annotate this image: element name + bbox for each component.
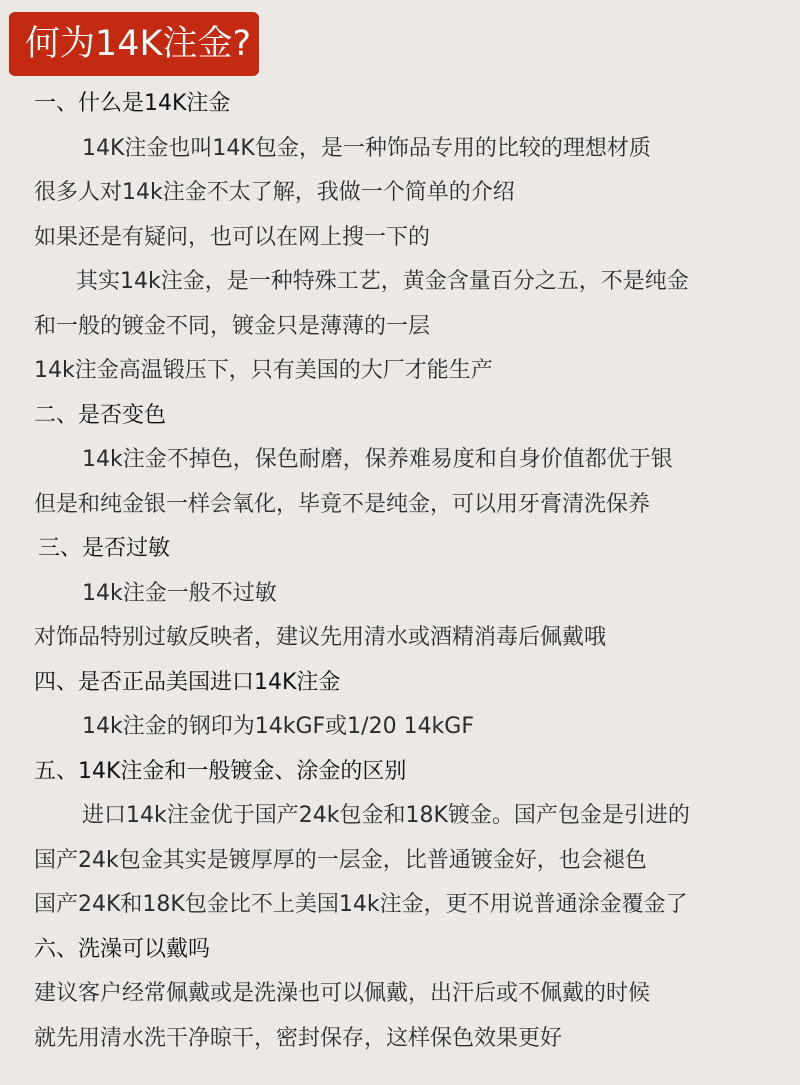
paragraph-line: 其实14k注金，是一种特殊工艺，黄金含量百分之五，不是纯金 [76,269,689,294]
section-heading: 四、是否正品美国进口14K注金 [34,669,341,695]
paragraph-line: 14K注金也叫14K包金，是一种饰品专用的比较的理想材质 [82,135,651,161]
paragraph-line: 和一般的镀金不同，镀金只是薄薄的一层 [34,313,431,339]
section-heading: 六、洗澡可以戴吗 [34,936,211,962]
section-heading: 五、14K注金和一般镀金、涂金的区别 [34,758,407,784]
paragraph-line: 14k注金不掉色，保色耐磨，保养难易度和自身价值都优于银 [82,447,673,472]
paragraph-line: 国产24K和18K包金比不上美国14k注金，更不用说普通涂金覆金了 [34,892,688,917]
paragraph-line: 如果还是有疑问，也可以在网上搜一下的 [34,224,431,250]
paragraph-line: 国产24k包金其实是镀厚厚的一层金，比普通镀金好，也会褪色 [34,847,647,873]
paragraph-line: 14k注金一般不过敏 [82,580,277,606]
paragraph-line: 就先用清水洗干净晾干，密封保存，这样保色效果更好 [34,1025,563,1051]
section-heading: 二、是否变色 [34,402,167,428]
paragraph-line: 但是和纯金银一样会氧化，毕竟不是纯金，可以用牙膏清洗保养 [34,491,651,517]
page-title: 何为14K注金? [9,12,259,76]
paragraph-line: 进口14k注金优于国产24k包金和18K镀金。国产包金是引进的 [82,803,690,828]
paragraph-line: 对饰品特别过敏反映者，建议先用清水或酒精消毒后佩戴哦 [34,625,607,650]
paragraph-line: 14k注金高温锻压下，只有美国的大厂才能生产 [34,358,493,383]
section-heading: 一、什么是14K注金 [34,91,231,116]
paragraph-line: 很多人对14k注金不太了解，我做一个简单的介绍 [34,180,515,205]
paragraph-line: 建议客户经常佩戴或是洗澡也可以佩戴，出汗后或不佩戴的时候 [34,981,651,1006]
section-heading: 三、是否过敏 [38,536,171,561]
article-body [34,82,794,1061]
paragraph-line: 14k注金的钢印为14kGF或1/20 14kGF [82,714,475,739]
